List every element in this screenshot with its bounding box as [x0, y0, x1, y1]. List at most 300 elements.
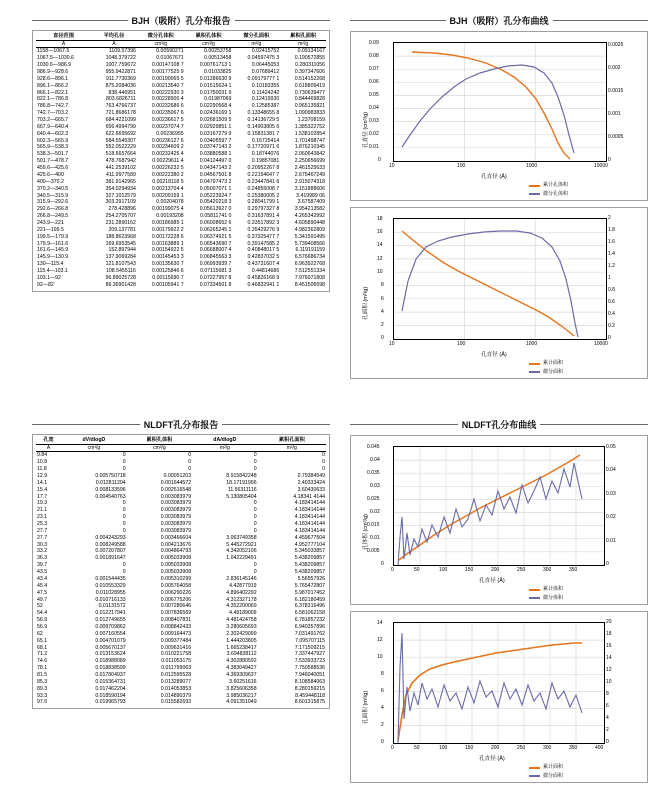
table-cell: 7.750588536	[294, 665, 325, 672]
bjh-volume-ytick-r3: 0.0015	[608, 88, 624, 94]
nldft-area-plot-area	[393, 622, 605, 744]
table-cell: 3.694838112	[226, 651, 257, 658]
table-cell: 478.7687942	[105, 158, 136, 165]
table-cell: 0.07334501 8	[199, 281, 232, 288]
table-cell: 2.461525633	[294, 165, 325, 172]
table-cell: 0	[122, 562, 126, 569]
table-cell: 0.16725414	[251, 137, 280, 144]
table-cell: 6.182180459	[294, 596, 325, 603]
table-cell: 5.445272921	[226, 541, 257, 548]
table-row	[36, 199, 326, 206]
table-cell: 81.5	[37, 671, 48, 678]
table-cell: 0.00193208	[156, 213, 184, 220]
table-cell: 2.915074318	[294, 178, 325, 185]
bjh-volume-xlabel: 孔直径 (Å)	[481, 174, 507, 180]
bjh-report-title	[32, 14, 330, 27]
table-cell: 0.009631416	[160, 644, 192, 651]
bjh-area-ytick-r6: 1.2	[608, 263, 615, 269]
bjh-volume-ylabel: 孔直径 (cm³/g)	[363, 111, 369, 148]
nldft-area-ytick-r10: 20	[606, 619, 612, 625]
table-cell: 0.00228900 4	[151, 96, 184, 103]
table-cell: 0.00236955	[156, 130, 184, 137]
bjh-area-ytick-2: 4	[381, 309, 384, 315]
table-cell: 0.03880588 1	[199, 151, 232, 158]
legend-swatch-cumulative	[529, 185, 540, 187]
table-cell: 0.03747143 2	[199, 144, 232, 151]
table-row	[36, 117, 326, 124]
table-cell: 1.385322752	[294, 123, 325, 130]
table-row	[36, 583, 326, 590]
table-cell: 4.982362809	[294, 226, 325, 233]
table-cell: 2.836145146	[226, 575, 257, 582]
legend-label-nldft-diff-vol: 微分体积	[543, 594, 564, 601]
table-cell: 7.533933723	[294, 658, 325, 665]
table-cell: 0	[122, 507, 126, 514]
table-cell: 0.25380005 2	[247, 192, 280, 199]
table-row	[36, 693, 326, 700]
table-cell: 0.003083979	[160, 521, 192, 528]
table-cell: 0.010553329	[95, 582, 126, 589]
table-row	[36, 165, 326, 172]
table-cell: 0	[253, 569, 257, 576]
table-cell: 3.825606358	[226, 685, 257, 692]
bjh-header-row	[36, 33, 326, 40]
nldft-area-ytick-r9: 18	[606, 631, 612, 637]
bjh-unit-3: cm³/g	[185, 40, 233, 48]
table-cell: 0.28041799 1	[247, 199, 280, 206]
table-cell: 0.01033825	[204, 69, 232, 76]
table-cell: 0.844469828	[294, 96, 325, 103]
table-cell: 0.00235067 6	[151, 110, 184, 117]
table-cell: 278.428896	[108, 206, 136, 213]
table-cell: 0.39147585 2	[247, 240, 280, 247]
table-cell: 3.419989 06	[296, 192, 325, 199]
table-row	[36, 247, 326, 254]
table-row	[36, 179, 326, 186]
nldft-area-ytick-7: 14	[377, 620, 383, 626]
table-cell: 5.739408566	[294, 240, 325, 247]
legend-swatch-nldft-diff-vol	[529, 597, 540, 599]
bjh-area-ytick-1: 2	[381, 322, 384, 328]
bjh-volume-ytick-5: 0.05	[369, 92, 379, 98]
nldft-vol-xtick-1: 50	[414, 567, 420, 573]
table-row	[36, 62, 326, 69]
table-cell: 3.954213582	[294, 206, 325, 213]
nldft-vol-ytick-r1: 0.01	[606, 538, 616, 544]
table-cell: 39.7	[37, 562, 48, 569]
table-cell: 0.00172228 6	[151, 233, 184, 240]
table-cell: 0.007836569	[160, 610, 192, 617]
table-cell: 7.512551334	[294, 267, 325, 274]
table-cell: 10.8	[37, 459, 48, 466]
table-cell: 0.00213704 4	[151, 185, 184, 192]
nldft-vol-ytick-r2: 0.02	[606, 514, 616, 520]
table-row	[36, 466, 326, 473]
table-cell: 15.4	[37, 486, 48, 493]
table-cell: 0.40848017 5	[247, 247, 280, 254]
table-cell: 0	[122, 452, 126, 459]
table-cell: 0.00199075 4	[151, 206, 184, 213]
table-cell: 0.011053175	[161, 658, 192, 665]
table-cell: 23.1	[37, 514, 48, 521]
table-cell: 0	[253, 507, 257, 514]
nldft-vol-xtick-2: 100	[439, 567, 448, 573]
table-cell: 0	[122, 569, 126, 576]
table-row	[36, 268, 326, 275]
legend-label-nldft-diff-area: 微分面积	[543, 772, 564, 779]
table-cell: 0.06688007 4	[199, 247, 232, 254]
bjh-table-head	[36, 33, 326, 48]
bjh-volume-ytick-r4: 0.002	[608, 65, 621, 71]
table-cell: 0.09179777 1	[247, 75, 280, 82]
table-row	[36, 514, 326, 521]
bjh-area-ytick-4: 8	[381, 282, 384, 288]
table-cell: 0.05420218 3	[199, 199, 232, 206]
table-row	[36, 590, 326, 597]
table-cell: 4.183414144	[294, 500, 325, 507]
bjh-unit-1: Å	[91, 40, 137, 48]
table-cell: 6.576686734	[294, 254, 325, 261]
nldft-report-title-text: NLDFT孔分布报告	[143, 420, 219, 430]
nldft-unit-1: cm³/g	[61, 444, 126, 452]
table-cell: 0.003083979	[160, 514, 192, 521]
legend-item-diff-area	[529, 369, 563, 377]
bjh-col-0: 直径范围	[36, 33, 91, 40]
table-cell: 0.45826168 9	[247, 274, 280, 281]
table-cell: 3.67587409	[297, 199, 325, 206]
table-cell: 0.009377484	[160, 637, 192, 644]
table-cell: 684.4221099	[105, 117, 136, 124]
nldft-units-row	[36, 444, 326, 452]
table-cell: 14.1	[37, 479, 48, 486]
table-cell: 0.03167279 9	[199, 130, 232, 137]
table-cell: 71.2	[37, 651, 48, 658]
table-cell: 0.42837032 5	[247, 254, 280, 261]
nldft-area-xlabel: 孔直径 (Å)	[479, 756, 505, 762]
nldft-area-ytick-6: 12	[377, 637, 383, 643]
nldft-area-xtick-4: 200	[491, 745, 500, 751]
table-cell: 0.00213540 7	[151, 82, 184, 89]
table-cell: 640.4—602.3	[37, 130, 69, 137]
table-cell: 0.00232425 4	[151, 151, 184, 158]
table-cell: 0.004864793	[160, 548, 192, 555]
table-cell: 4.896402292	[226, 589, 257, 596]
bjh-area-svg	[394, 219, 606, 339]
table-row	[36, 679, 326, 686]
legend-swatch-nldft-diff-area	[529, 775, 540, 777]
table-cell: 0.20952267 8	[247, 165, 280, 172]
table-row	[36, 158, 326, 165]
bjh-volume-legend	[529, 182, 568, 199]
table-cell: 4.42877919	[229, 582, 257, 589]
nldft-area-ylabel: 孔面积 (m²/g)	[363, 690, 369, 724]
table-row	[36, 658, 326, 665]
nldft-col-1: dV/dlogD	[61, 437, 126, 444]
table-cell: 0	[122, 500, 126, 507]
bjh-area-ytick-6: 12	[377, 256, 383, 262]
nldft-vol-ytick-8: 0.04	[370, 457, 380, 463]
table-row	[36, 138, 326, 145]
table-cell: 0.01515624 1	[199, 82, 232, 89]
nldft-header-row	[36, 437, 326, 444]
table-cell: 36.3	[37, 555, 48, 562]
table-cell: 411.9977589	[105, 171, 136, 178]
table-cell: 5.56557926	[297, 575, 325, 582]
table-cell: 0.018590194	[95, 692, 126, 699]
table-cell: 243.9—221	[37, 219, 64, 226]
table-cell: 786.8—742.7	[37, 103, 69, 110]
table-cell: 0.001544435	[95, 575, 126, 582]
table-cell: 0.01067671	[156, 55, 184, 62]
table-cell: 0.03405597 7	[199, 137, 232, 144]
table-cell: 875.2084036	[105, 82, 136, 89]
table-cell: 822.1—786.8	[37, 96, 69, 103]
bjh-unit-4: m²/g	[232, 40, 280, 48]
table-cell: 703.2—665.7	[37, 117, 69, 124]
table-cell: 27.7	[37, 534, 48, 541]
table-cell: 0.006775206	[160, 596, 192, 603]
table-cell: 6.940357896	[294, 623, 325, 630]
table-cell: 0.43731607 4	[247, 261, 280, 268]
table-cell: 0.01750031 9	[199, 89, 232, 96]
table-cell: 0.004243293	[95, 534, 126, 541]
table-cell: 400—370.2	[37, 178, 64, 185]
table-cell: 43.5	[37, 569, 48, 576]
nldft-vol-ytick-r4: 0.04	[606, 467, 616, 473]
table-cell: 0.015582693	[160, 699, 192, 706]
table-cell: 0	[253, 562, 257, 569]
nldft-title-rule-left	[32, 424, 140, 425]
table-cell: 0.003083979	[160, 500, 192, 507]
table-cell: 552.0522229	[105, 144, 136, 151]
table-cell: 0.05811741 0	[200, 213, 232, 220]
table-cell: 928.6—896.1	[37, 75, 69, 82]
chart-title-rule-left	[350, 20, 446, 21]
table-cell: 381.9142965	[105, 178, 136, 185]
table-cell: 0.29797327 8	[247, 206, 280, 213]
table-cell: 0.31637891 4	[247, 213, 280, 220]
table-cell: 188.8623968	[105, 233, 136, 240]
legend-item-cumulative	[529, 182, 568, 190]
table-cell: 4.605890448	[294, 219, 325, 226]
table-cell: 49.7	[37, 596, 48, 603]
legend-label-nldft-cum-vol: 累计体积	[543, 586, 564, 592]
nldft-volume-xlabel: 孔直径 (Å)	[479, 578, 505, 584]
table-cell: 199.5—179.9	[37, 233, 69, 240]
table-cell: 4.265342992	[294, 213, 325, 220]
table-cell: 838.446951	[108, 89, 136, 96]
legend-label-cumulative: 累计孔体积	[543, 182, 569, 188]
bjh-area-ytick-r1: 0.2	[608, 323, 615, 329]
table-cell: 0	[122, 527, 126, 534]
table-cell: 0.00186985 1	[151, 219, 184, 226]
table-row	[36, 131, 326, 138]
table-cell: 0.35429276 9	[247, 226, 280, 233]
table-cell: 78.1	[37, 665, 48, 672]
bjh-area-ytick-r2: 0.4	[608, 311, 615, 317]
table-cell: 0.013153624	[95, 651, 126, 658]
title-rule-left	[32, 20, 128, 21]
table-row	[36, 686, 326, 693]
table-cell: 27.7	[37, 527, 48, 534]
legend-swatch-nldft-cum-vol	[529, 589, 540, 591]
table-cell: 0.00209159 1	[151, 192, 184, 199]
table-cell: 0.007280646	[160, 603, 192, 610]
table-cell: 0.007207807	[95, 548, 126, 555]
bjh-table-wrapper	[32, 30, 330, 292]
table-cell: 0.00145453 3	[151, 254, 184, 261]
table-row	[36, 96, 326, 103]
table-cell: 0.04567501 8	[199, 171, 232, 178]
table-cell: 9.84	[37, 452, 48, 459]
table-row	[36, 103, 326, 110]
table-cell: 137.9069284	[105, 254, 136, 261]
bjh-volume-ytick-0: 0	[378, 157, 381, 163]
table-cell: 354.0294934	[105, 185, 136, 192]
nldft-area-xtick-5: 250	[517, 745, 526, 751]
nldft-vol-xtick-4: 200	[491, 567, 500, 573]
table-cell: 0.06543690 7	[199, 240, 232, 247]
table-row	[36, 110, 326, 117]
table-cell: 0.003083979	[160, 493, 192, 500]
table-cell: 0	[122, 459, 126, 466]
table-cell: 6.781857232	[294, 617, 325, 624]
nldft-area-chart	[350, 611, 648, 783]
nldft-volume-chart	[350, 435, 648, 605]
nldft-vol-ytick-5: 0.025	[367, 496, 380, 502]
bjh-area-ytick-7: 14	[377, 242, 383, 248]
table-cell: 92—82	[37, 281, 54, 288]
table-row	[36, 597, 326, 604]
bjh-area-xlabel: 孔直径 (Å)	[481, 352, 507, 358]
table-cell: 4.383049427	[226, 665, 257, 672]
nldft-col-3: dA/dlogD	[192, 437, 257, 444]
nldft-table-wrapper	[32, 434, 330, 709]
table-cell: 0.04124497 0	[199, 158, 232, 165]
table-row	[36, 507, 326, 514]
table-row	[36, 452, 326, 459]
table-cell: 1048.379722	[105, 55, 136, 62]
table-row	[36, 48, 326, 55]
nldft-chart-title-text: NLDFT孔分布曲线	[461, 420, 537, 430]
legend-swatch-cum-area	[529, 363, 540, 365]
table-row	[36, 206, 326, 213]
table-cell: 8.601315875	[294, 699, 325, 706]
table-cell: 0.004213676	[160, 541, 192, 548]
table-cell: 0	[322, 452, 325, 459]
table-cell: 0.00177525 9	[151, 69, 184, 76]
table-cell: 4.18341 4144	[293, 493, 325, 500]
table-cell: 33.2	[37, 548, 48, 555]
table-cell: 0.009164473	[160, 630, 192, 637]
table-cell: 0.008407831	[160, 617, 192, 624]
table-cell: 0.012595528	[160, 671, 192, 678]
table-cell: 0.07689412	[251, 69, 280, 76]
nldft-volume-ylabel: 孔体积 (cm³/g)	[363, 513, 369, 550]
table-cell: 47.5	[37, 589, 48, 596]
table-row	[36, 542, 326, 549]
table-cell: 459.6—425.6	[37, 165, 69, 172]
table-cell: 0.014890379	[160, 692, 192, 699]
table-cell: 5.341591495	[294, 233, 325, 240]
table-cell: 1.042229491	[226, 555, 257, 562]
nldft-vol-ytick-4: 0.02	[370, 509, 380, 515]
nldft-vol-ytick-2: 0.01	[370, 535, 380, 541]
table-cell: 0.01987069	[204, 96, 232, 103]
table-cell: 0.397347606	[294, 69, 325, 76]
legend-item-nldft-diff-vol	[529, 595, 563, 603]
table-row	[36, 699, 326, 706]
table-cell: 8.915842248	[226, 473, 257, 480]
bjh-volume-ytick-6: 0.06	[369, 79, 379, 85]
bjh-chart-title	[350, 14, 648, 27]
table-cell: 0.005033908	[160, 569, 192, 576]
table-cell: 0	[253, 452, 257, 459]
nldft-vol-ytick-r3: 0.03	[606, 491, 616, 497]
table-row	[36, 124, 326, 131]
bjh-volume-xtick-3: 10000	[594, 163, 608, 169]
table-cell: 0.00218118 5	[152, 178, 184, 185]
bjh-area-xtick-3: 10000	[594, 341, 608, 347]
table-cell: 1158—1067.5	[37, 48, 70, 55]
table-cell: 11.8	[37, 466, 47, 473]
table-cell: 2.302429099	[226, 630, 257, 637]
table-cell: 0.02436169 1	[199, 110, 232, 117]
table-cell: 4.369309637	[226, 671, 257, 678]
table-cell: 0.00229611 4	[152, 158, 184, 165]
table-cell: 0.06445053	[251, 62, 280, 69]
table-cell: 0	[253, 521, 257, 528]
table-cell: 6.581062158	[294, 610, 325, 617]
table-cell: 97.6	[37, 699, 48, 706]
nldft-vol-xtick-3: 150	[465, 567, 474, 573]
table-cell: 0.514152268	[294, 75, 325, 82]
table-cell: 0.23447841 6	[247, 178, 280, 185]
bjh-table	[36, 33, 326, 289]
table-cell: 4.352200069	[226, 603, 257, 610]
nldft-area-svg	[394, 623, 604, 743]
table-cell: 0.014053853	[160, 685, 192, 692]
nldft-volume-plot-area	[393, 446, 605, 566]
table-cell: 0.001891647	[95, 555, 126, 562]
table-cell: 7.976071808	[294, 274, 325, 281]
bjh-volume-ytick-r5: 0.0025	[608, 42, 624, 48]
table-cell: 538.3—501.7	[37, 151, 69, 158]
table-cell: 7.946040051	[294, 671, 325, 678]
bjh-area-legend	[529, 360, 563, 377]
table-row	[36, 69, 326, 76]
table-cell: 0	[253, 459, 257, 466]
nldft-vol-ytick-1: 0.005	[367, 548, 380, 554]
table-row	[36, 144, 326, 151]
bjh-area-ytick-3: 6	[381, 296, 384, 302]
table-row	[36, 186, 326, 193]
table-cell: 0	[122, 521, 126, 528]
nldft-vol-xtick-7: 350	[569, 567, 578, 573]
table-row	[36, 603, 326, 610]
table-cell: 11.56311116	[227, 486, 257, 493]
nldft-area-ytick-r3: 6	[606, 703, 609, 709]
table-cell: 0.017462204	[95, 685, 126, 692]
bjh-volume-ytick-7: 0.07	[369, 66, 379, 72]
table-cell: 602.3—565.9	[37, 137, 69, 144]
table-cell: 4.481424758	[226, 617, 257, 624]
table-row	[36, 631, 326, 638]
bjh-volume-ytick-4: 0.04	[369, 105, 379, 111]
nldft-vol-xtick-6: 300	[543, 567, 552, 573]
table-cell: 6.119191159	[295, 247, 325, 254]
table-cell: 4.091351049	[226, 699, 257, 706]
